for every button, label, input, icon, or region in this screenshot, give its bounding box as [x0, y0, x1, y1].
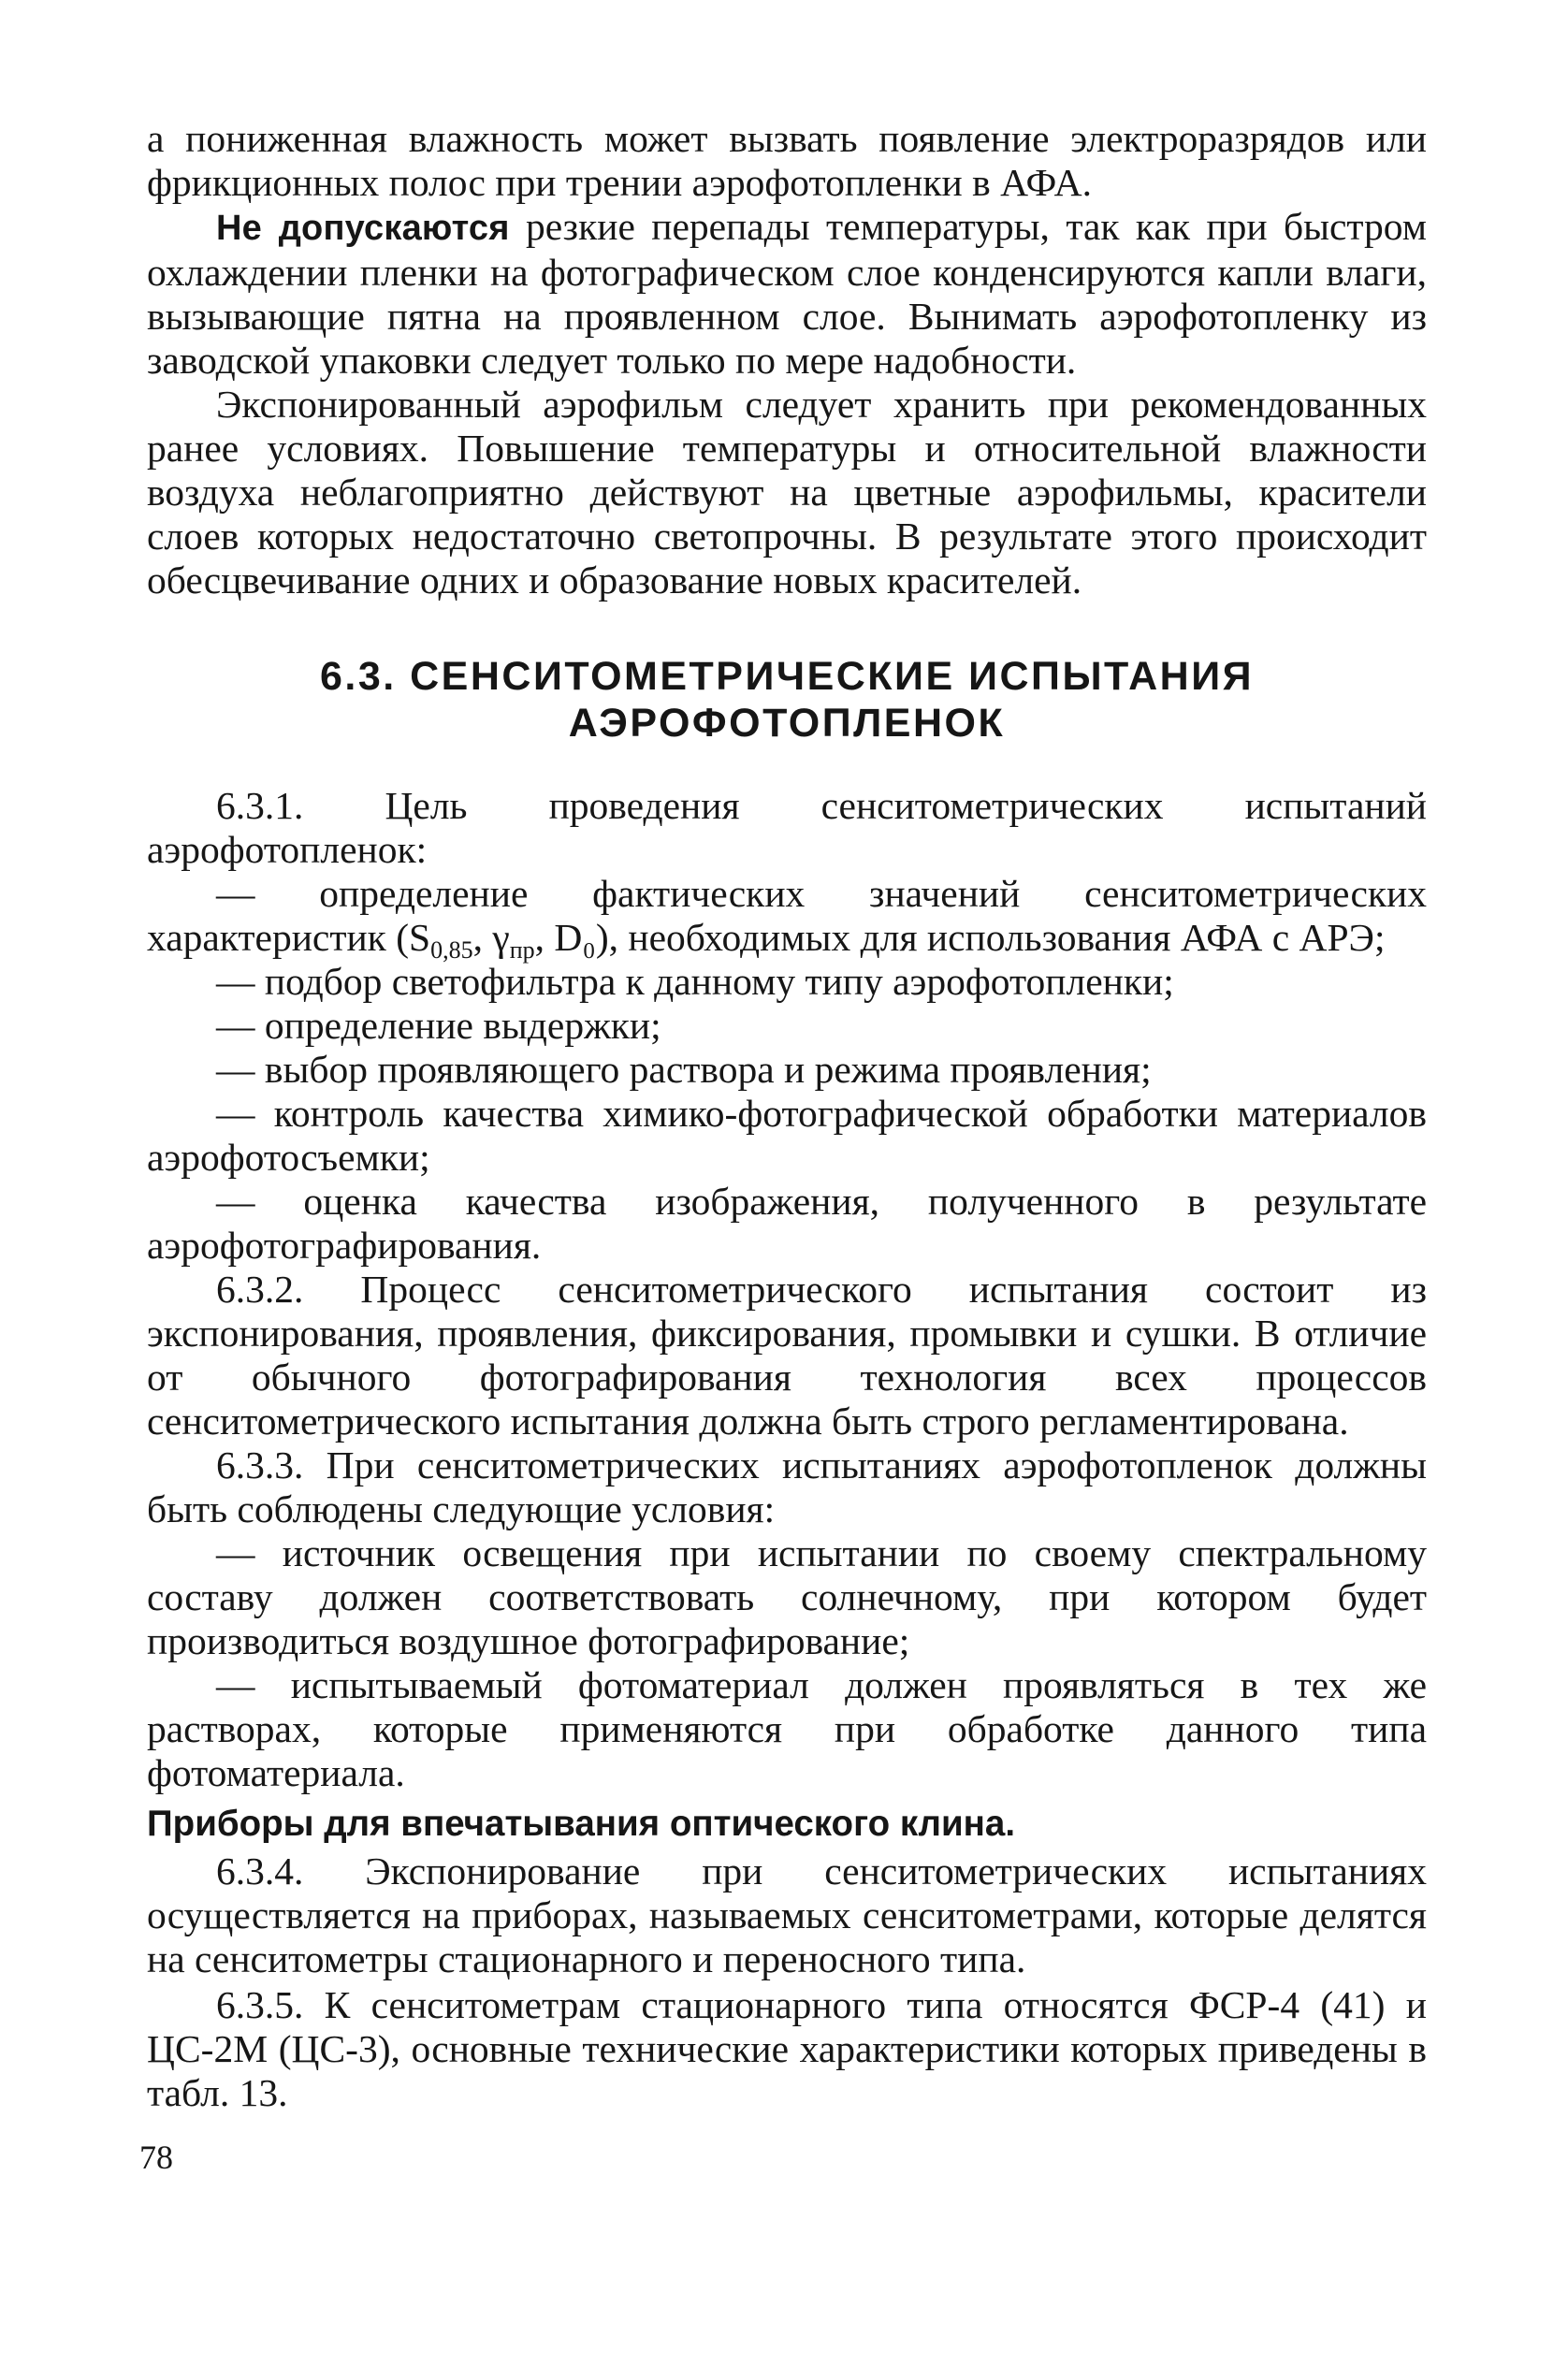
section-heading-line-2: АЭРОФОТОПЛЕНОК: [568, 701, 1006, 746]
paragraph-6-3-2: 6.3.2. Процесс сенситометрического испытания состоит из экспонирования, проявления, фиксирования, промывки и сушки. В отличие от обычного фотографирования технология всех процессов сенситометрического испытания должна быть строго регламентирована.: [147, 1268, 1427, 1443]
subscript-s: 0,85: [430, 936, 473, 964]
section-heading: [147, 653, 1427, 747]
paragraph-6-3-4: 6.3.4. Экспонирование при сенситометрических испытаниях осуществляется на приборах, называемых сенситометрами, которые делятся на сенситометры стационарного и переносного типа.: [147, 1849, 1427, 1980]
purpose-item-developer: — выбор проявляющего раствора и режима проявления;: [216, 1048, 1152, 1091]
purpose-item-image-quality: — оценка качества изображения, полученного в результате аэрофотографирования.: [147, 1180, 1427, 1267]
purpose-item-exposure: — определение выдержки;: [216, 1004, 661, 1047]
subheading-instruments: Приборы для впечатывания оптического клина.: [147, 1804, 1016, 1844]
page-body: [147, 117, 1427, 2115]
purpose-item-characteristics: — определение фактических значений сенситометрических характеристик (S0,85, γпр, D₀), необходимых для использования АФА с АРЭ;: [147, 872, 1427, 964]
condition-item-developing: — испытываемый фотоматериал должен проявляться в тех же растворах, которые применяются при обработке данного типа фотоматериала.: [147, 1663, 1427, 1794]
section-heading-line-1: 6.3. СЕНСИТОМЕТРИЧЕСКИЕ ИСПЫТАНИЯ: [319, 654, 1255, 699]
emphasis-not-allowed: Не допускаются: [216, 209, 510, 248]
purpose-item-filter: — подбор светофильтра к данному типу аэрофотопленки;: [216, 960, 1174, 1003]
paragraph-6-3-1: 6.3.1. Цель проведения сенситометрических испытаний аэрофотопленок:: [147, 784, 1427, 871]
intro-paragraph-1: а пониженная влажность может вызвать появление электроразрядов или фрикционных полос при трении аэрофотопленки в АФА.: [147, 117, 1427, 204]
paragraph-6-3-5: 6.3.5. К сенситометрам стационарного типа относятся ФСР-4 (41) и ЦС-2М (ЦС-3), основные технические характеристики которых приведены в табл. 13.: [147, 1983, 1427, 2114]
page-number: 78: [139, 2139, 173, 2176]
intro-paragraph-3: Экспонированный аэрофильм следует хранить при рекомендованных ранее условиях. Повышение температуры и относительной влажности воздуха неблагоприятно действуют на цветные аэрофильмы, красители слоев которых недостаточно светопрочны. В результате этого происходит обесцвечивание одних и образование новых красителей.: [147, 383, 1427, 602]
subscript-gamma: пр: [509, 936, 535, 964]
purpose-item-quality-control: — контроль качества химико-фотографической обработки материалов аэрофотосъемки;: [147, 1092, 1427, 1179]
condition-item-light-source: — источник освещения при испытании по своему спектральному составу должен соответствовать солнечному, при котором будет производиться воздушное фотографирование;: [147, 1531, 1427, 1662]
intro-paragraph-2: [147, 205, 1427, 383]
paragraph-6-3-3: 6.3.3. При сенситометрических испытаниях аэрофотопленок должны быть соблюдены следующие условия:: [147, 1443, 1427, 1530]
intro-paragraph-2-text: резкие перепады температуры, так как при быстром охлаждении пленки на фотографическом слое конденсируются капли влаги, вызывающие пятна на проявленном слое. Вынимать аэрофотопленку из заводской упаковки следует только по мере надобности.: [147, 205, 1427, 382]
